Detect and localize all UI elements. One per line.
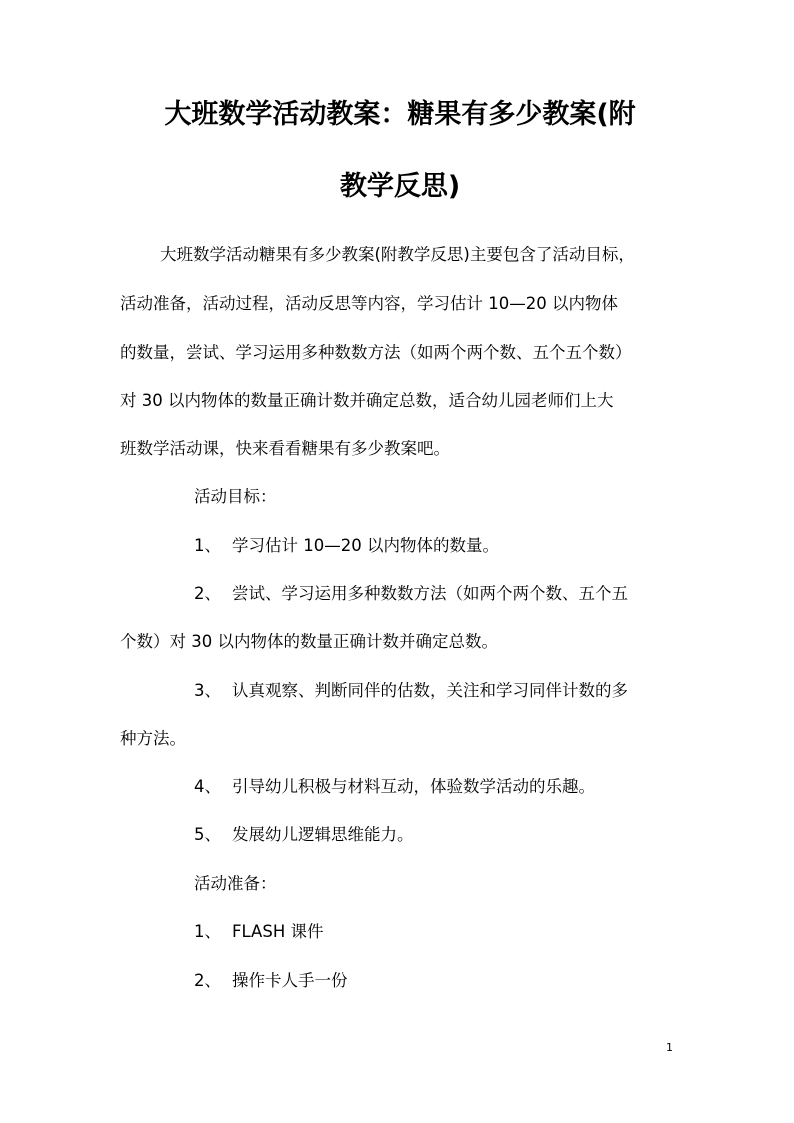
goal-text: 尝试、学习运用多种数数方法（如两个两个数、五个五 [232, 584, 628, 603]
prep-number: 2、 [194, 971, 221, 990]
prep-text: FLASH 课件 [232, 922, 324, 941]
intro-line: 大班数学活动糖果有多少教案(附教学反思)主要包含了活动目标， [160, 245, 635, 264]
goal-item [194, 534, 499, 558]
goal-text: 认真观察、判断同伴的估数，关注和学习同伴计数的多 [232, 681, 628, 700]
prep-number: 1、 [194, 922, 221, 941]
prep-heading: 活动准备： [194, 874, 277, 893]
goal-text-continued: 种方法。 [120, 729, 186, 748]
page-number: 1 [666, 1041, 673, 1054]
goal-text: 学习估计 10—20 以内物体的数量。 [232, 536, 499, 555]
goal-number: 2、 [194, 584, 221, 603]
prep-text: 操作卡人手一份 [232, 971, 348, 990]
goal-item [194, 582, 628, 606]
goal-number: 4、 [194, 777, 221, 796]
prep-item [194, 969, 348, 993]
document-title-line-2: 教学反思) [339, 171, 461, 202]
intro-line: 对 30 以内物体的数量正确计数并确定总数，适合幼儿园老师们上大 [120, 391, 614, 410]
goal-text: 引导幼儿积极与材料互动，体验数学活动的乐趣。 [232, 777, 595, 796]
goal-number: 5、 [194, 825, 221, 844]
goal-number: 3、 [194, 681, 221, 700]
goal-item [194, 775, 595, 799]
goals-heading: 活动目标： [194, 487, 277, 506]
goal-item [194, 823, 414, 847]
intro-line: 的数量，尝试、学习运用多种数数方法（如两个两个数、五个五个数） [120, 343, 632, 362]
intro-line: 活动准备，活动过程，活动反思等内容，学习估计 10—20 以内物体 [120, 294, 618, 313]
document-title-line-1: 大班数学活动教案：糖果有多少教案(附 [164, 99, 636, 130]
goal-number: 1、 [194, 536, 221, 555]
intro-line: 班数学活动课，快来看看糖果有多少教案吧。 [120, 439, 450, 458]
goal-text: 发展幼儿逻辑思维能力。 [232, 825, 414, 844]
prep-item [194, 920, 323, 944]
goal-text-continued: 个数）对 30 以内物体的数量正确计数并确定总数。 [120, 632, 498, 651]
goal-item [194, 679, 628, 703]
